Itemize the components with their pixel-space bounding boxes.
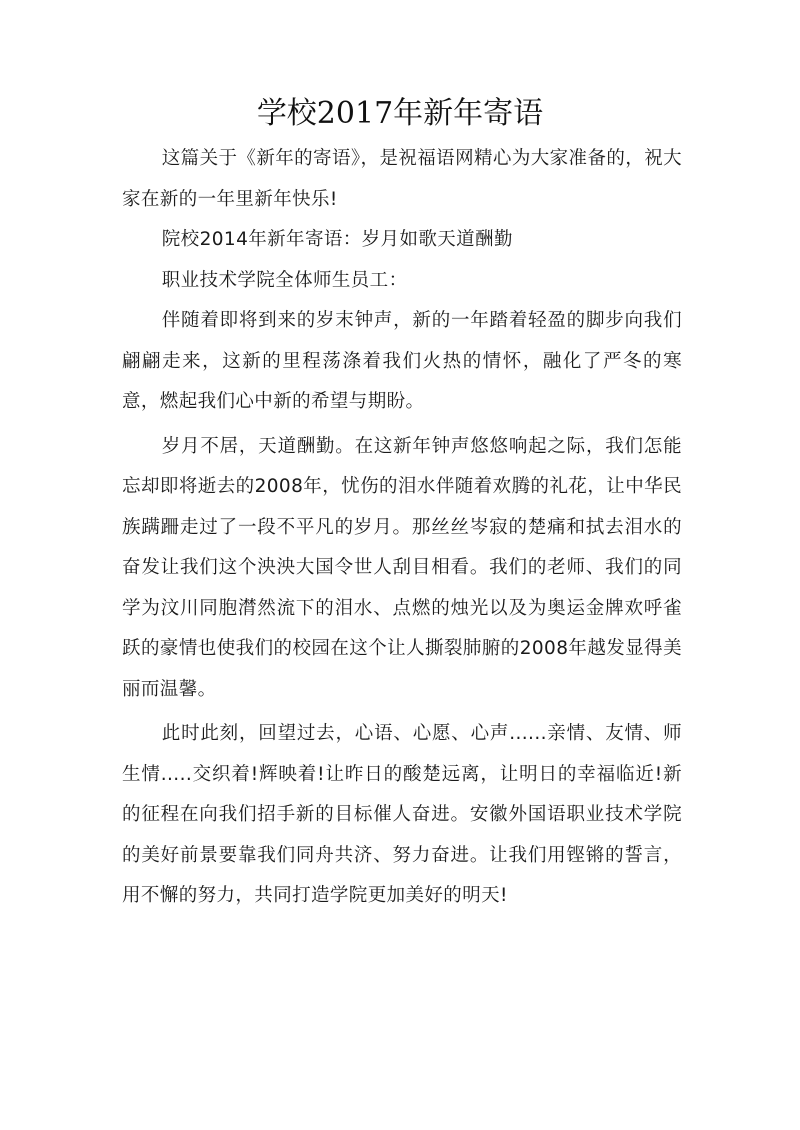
body-paragraph-2: 岁月不居，天道酬勤。在这新年钟声悠悠响起之际，我们怎能忘却即将逝去的2008年，忧伤的泪水伴随着欢腾的礼花，让中华民族蹒跚走过了一段不平凡的岁月。那丝丝岑寂的楚痛和拭去泪水的奋发让我们这个泱泱大国令世人刮目相看。我们的老师、我们的同学为汶川同胞潸然流下的泪水、点燃的烛光以及为奥运金牌欢呼雀跃的豪情也使我们的校园在这个让人撕裂肺腑的2008年越发显得美丽而温馨。 bbox=[122, 435, 682, 700]
body-paragraph-3: 此时此刻，回望过去，心语、心愿、心声......亲情、友情、师生情.....交织着!辉映着!让昨日的酸楚远离，让明日的幸福临近!新的征程在向我们招手新的目标催人奋进。安徽外国语职业技术学院的美好前景要靠我们同舟共济、努力奋进。让我们用铿锵的誓言，用不懈的努力，共同打造学院更加美好的明天! bbox=[122, 723, 682, 906]
intro-paragraph: 这篇关于《新年的寄语》，是祝福语网精心为大家准备的，祝大家在新的一年里新年快乐! bbox=[122, 148, 682, 210]
subtitle-paragraph: 院校2014年新年寄语：岁月如歌天道酬勤 bbox=[161, 229, 513, 250]
document-title: 学校2017年新年寄语 bbox=[256, 96, 544, 131]
document-body bbox=[122, 139, 682, 917]
salutation-paragraph: 职业技术学院全体师生员工： bbox=[161, 269, 408, 291]
body-paragraph-1: 伴随着即将到来的岁末钟声，新的一年踏着轻盈的脚步向我们翩翩走来，这新的里程荡涤着我们火热的情怀，融化了严冬的寒意，燃起我们心中新的希望与期盼。 bbox=[122, 310, 682, 412]
